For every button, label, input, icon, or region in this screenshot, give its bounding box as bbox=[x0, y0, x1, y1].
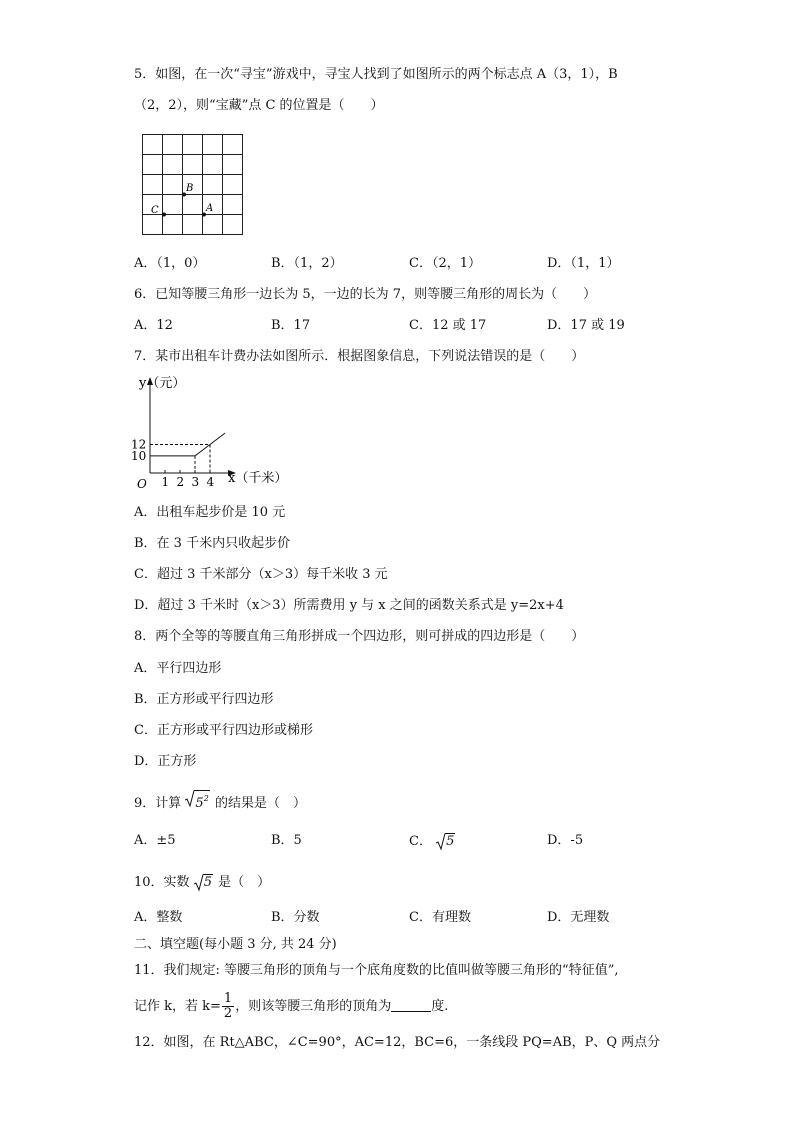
q11-fraction bbox=[222, 992, 234, 1021]
q7-text: 7．某市出租车计费办法如图所示．根据图象信息，下列说法错误的是（ ） bbox=[134, 349, 585, 364]
q5-grid-figure bbox=[140, 132, 246, 238]
q7-option-c: C．超过 3 千米部分（x＞3）每千米收 3 元 bbox=[134, 567, 388, 582]
q8-option-d: D．正方形 bbox=[134, 754, 197, 769]
q11-frac-numerator: 1 bbox=[223, 991, 233, 1006]
q11-answer-blank[interactable] bbox=[391, 999, 431, 1012]
chart-xlabel: x（千米） bbox=[228, 471, 288, 486]
q9-exponent: 2 bbox=[203, 794, 209, 803]
y-tick-label-12: 12 bbox=[131, 437, 147, 452]
q10-suffix: 是（ ） bbox=[218, 875, 271, 890]
q11-text-line1: 11．我们规定: 等腰三角形的顶角与一个底角度数的比值叫做等腰三角形的“特征值”, bbox=[134, 963, 619, 978]
q9-option-b: B．5 bbox=[271, 833, 302, 848]
x-tick-label-1: 1 bbox=[161, 475, 170, 489]
q10-radicand: 5 bbox=[203, 875, 212, 890]
q10-sqrt-expression bbox=[194, 874, 213, 891]
q10-option-b: B．分数 bbox=[271, 910, 320, 925]
point-c bbox=[162, 213, 166, 217]
q6-option-b: B．17 bbox=[271, 318, 311, 333]
q10-text bbox=[134, 874, 270, 891]
q9-option-d: D．-5 bbox=[547, 833, 584, 848]
q5-text-line2: （2，2），则“宝藏”点 C 的位置是（ ） bbox=[134, 98, 384, 113]
q9-prefix: 9．计算 bbox=[134, 796, 182, 811]
q5-text-line1: 5．如图，在一次“寻宝”游戏中，寻宝人找到了如图所示的两个标志点 A（3，1），B bbox=[134, 67, 618, 82]
q5-option-d: D．（1，1） bbox=[547, 256, 620, 271]
q7-option-b: B．在 3 千米内只收起步价 bbox=[134, 536, 291, 551]
chart-origin: O bbox=[137, 477, 147, 491]
q5-option-c: C．（2，1） bbox=[409, 256, 481, 271]
q5-option-a: A．（1，0） bbox=[134, 256, 206, 271]
q9-option-c-radicand: 5 bbox=[446, 834, 455, 849]
q9-radicand: 5 bbox=[195, 796, 204, 811]
q10-option-a: A．整数 bbox=[134, 910, 183, 925]
q6-option-c: C．12 或 17 bbox=[409, 318, 487, 333]
label-c: C bbox=[151, 205, 159, 216]
q9-option-a: A．±5 bbox=[134, 833, 176, 848]
q11-end: 度. bbox=[431, 999, 449, 1014]
q9-text bbox=[134, 790, 306, 812]
q5-option-b: B．（1，2） bbox=[271, 256, 343, 271]
y-tick-label-10: 10 bbox=[131, 448, 147, 463]
q10-prefix: 10．实数 bbox=[134, 875, 190, 890]
q8-text: 8．两个全等的等腰直角三角形拼成一个四边形，则可拼成的四边形是（ ） bbox=[134, 629, 585, 644]
q11-text-line2 bbox=[134, 992, 448, 1022]
q9-sqrt-expression bbox=[185, 790, 209, 812]
q10-option-c: C．有理数 bbox=[409, 910, 471, 925]
q11-frac-denominator: 2 bbox=[223, 1006, 233, 1021]
q9-option-c-label: C． bbox=[409, 834, 432, 849]
x-tick-label-3: 3 bbox=[191, 475, 200, 489]
q6-option-a: A．12 bbox=[134, 318, 173, 333]
q7-option-d: D．超过 3 千米时（x＞3）所需费用 y 与 x 之间的函数关系式是 y=2x+4 bbox=[134, 598, 564, 613]
q8-option-c: C．正方形或平行四边形或梯形 bbox=[134, 723, 313, 738]
q10-option-d: D．无理数 bbox=[547, 910, 610, 925]
q6-text: 6．已知等腰三角形一边长为 5，一边的长为 7，则等腰三角形的周长为（ ） bbox=[134, 287, 597, 302]
x-tick-label-4: 4 bbox=[206, 475, 215, 489]
q7-option-a: A．出租车起步价是 10 元 bbox=[134, 505, 286, 520]
section-title: 二、填空题(每小题 3 分, 共 24 分) bbox=[134, 937, 337, 952]
q8-option-a: A．平行四边形 bbox=[134, 661, 222, 676]
q9-suffix: 的结果是（ ） bbox=[214, 796, 306, 811]
label-a: A bbox=[206, 203, 214, 214]
x-tick-label-2: 2 bbox=[176, 475, 185, 489]
q9-option-c bbox=[409, 833, 456, 850]
q11-prefix: 记作 k，若 k= bbox=[134, 999, 221, 1014]
q6-option-d: D．17 或 19 bbox=[547, 318, 625, 333]
q9-option-c-sqrt bbox=[436, 833, 455, 850]
q7-fare-chart bbox=[130, 372, 290, 492]
chart-ylabel: y（元） bbox=[139, 376, 186, 391]
label-b: B bbox=[186, 183, 194, 194]
q8-option-b: B．正方形或平行四边形 bbox=[134, 692, 274, 707]
q12-text: 12．如图，在 Rt△ABC，∠C=90°，AC=12，BC=6，一条线段 PQ=AB，P、Q 两点分 bbox=[134, 1035, 661, 1050]
q11-suffix: ，则该等腰三角形的顶角为 bbox=[235, 999, 392, 1014]
